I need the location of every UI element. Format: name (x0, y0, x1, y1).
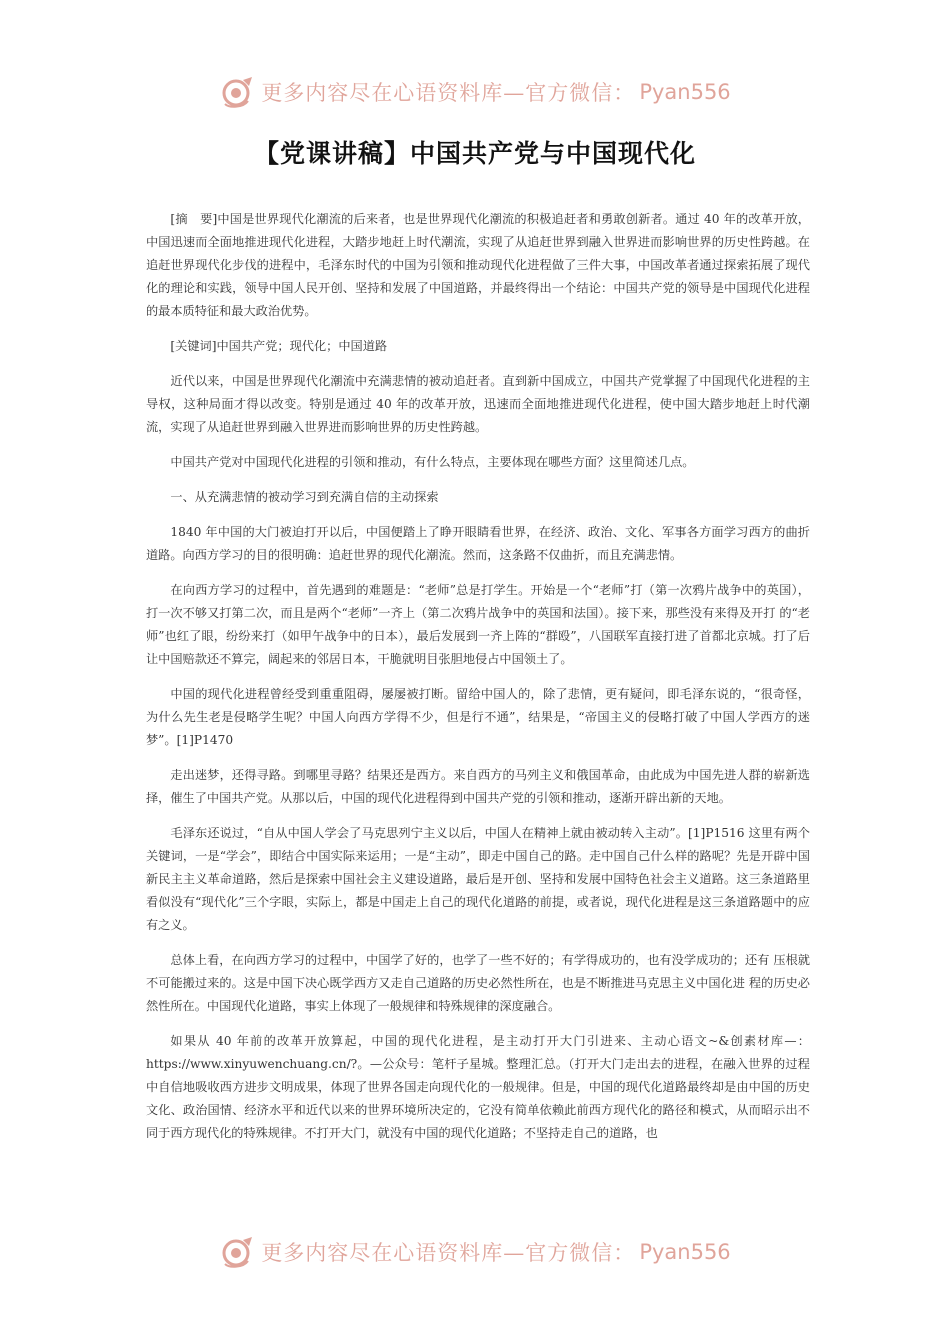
article-body (146, 208, 810, 1157)
body-paragraph: 中国共产党对中国现代化进程的引领和推动，有什么特点，主要体现在哪些方面？这里简述几点。 (170, 455, 695, 469)
abstract-paragraph: [摘 要]中国是世界现代化潮流的后来者，也是世界现代化潮流的积极追赶者和勇敢创新者。通过 40 年的改革开放， 中国迅速而全面地推进现代化进程，大踏步地赶上时代潮流，实现了从追赶世界到融入世界进而影响世界的历史性跨越。在追赶世界现代化步伐的进程中，毛泽东时代的中国为引领和推动现代化进程做了三件大事，中国改革者通过探索拓展了现代化的理论和实践，领导中国人民开创、坚持和发展了中国道路，并最终得出一个结论：中国共产党的领导是中国现代化进程的最本质特征和最大政治优势。 (146, 212, 810, 318)
banner-text: 更多内容尽在心语资料库—官方微信： (261, 1241, 636, 1265)
keywords-paragraph: [关键词]中国共产党；现代化；中国道路 (170, 339, 388, 353)
body-paragraph: 在向西方学习的过程中，首先遇到的难题是：“老师”总是打学生。开始是一个“老师”打（第一次鸦片战争中的英国），打一次不够又打第二次，而且是两个“老师”一齐上（第二次鸦片战争中的英国和法国）。接下来，那些没有来得及开打 的“老师”也红了眼，纷纷来打（如甲午战争中的日本），最后发展到一齐上阵的“群殴”，八国联军直接打进了首都北京城。打了后让中国赔款还不算完，阔起来的邻居日本，干脆就明目张胆地侵占中国领土了。 (146, 583, 810, 666)
body-paragraph: 1840 年中国的大门被迫打开以后，中国便踏上了睁开眼睛看世界，在经济、政治、文化、军事各方面学习西方的曲折道路。向西方学习的目的很明确：追赶世界的现代化潮流。然而，这条路不仅曲折，而且充满悲情。 (146, 525, 810, 562)
header-banner (0, 72, 950, 112)
body-paragraph: 走出迷梦，还得寻路。到哪里寻路？结果还是西方。来自西方的马列主义和俄国革命，由此成为中国先进人群的崭新选择，催生了中国共产党。从那以后，中国的现代化进程得到中国共产党的引领和推动，逐渐开辟出新的天地。 (146, 768, 810, 805)
body-paragraph: 总体上看，在向西方学习的过程中，中国学了好的，也学了一些不好的；有学得成功的，也有没学成功的；还有 压根就不可能搬过来的。这是中国下决心既学西方又走自己道路的历史必然性所在，也是不断推进马克思主义中国化进 程的历史必然性所在。中国现代化道路，事实上体现了一般规律和特殊规律的深度融合。 (146, 953, 810, 1013)
banner-text: 更多内容尽在心语资料库—官方微信： (261, 81, 636, 105)
body-paragraph: 毛泽东还说过，“自从中国人学会了马克思列宁主义以后，中国人在精神上就由被动转入主动”。[1]P1516 这里有两个关键词，一是“学会”，即结合中国实际来运用；一是“主动”，即走中国自己的路。走中国自己什么样的路呢？先是开辟中国新民主主义革命道路，然后是探索中国社会主义建设道路，最后是开创、坚持和发展中国特色社会主义道路。这三条道路里看似没有“现代化”三个字眼，实际上，都是中国走上自己的现代化道路的前提，或者说，现代化进程是这三条道路题中的应有之义。 (146, 826, 810, 932)
brand-logo-icon (219, 1234, 255, 1270)
body-paragraph: 如果从 40 年前的改革开放算起，中国的现代化进程，是主动打开大门引进来、主动心语文~&创素材库—：https://www.xinyuwenchuang.cn/?。—公众号：笔杆子星城。整理汇总。（打开大门走出去的进程，在融入世界的过程中自信地吸收西方进步文明成果，体现了世界各国走向现代化的一般规律。但是，中国的现代化道路最终却是由中国的历史文化、政治国情、经济水平和近代以来的世界环境所决定的，它没有简单依赖此前西方现代化的路径和模式，从而昭示出不同于西方现代化的特殊规律。不打开大门，就没有中国的现代化道路；不坚持走自己的道路，也 (146, 1034, 810, 1140)
page-title: 【党课讲稿】中国共产党与中国现代化 (253, 139, 696, 168)
body-paragraph: 近代以来，中国是世界现代化潮流中充满悲情的被动追赶者。直到新中国成立，中国共产党掌握了中国现代化进程的主导权，这种局面才得以改变。特别是通过 40 年的改革开放，迅速而全面地推进现代化进程，使中国大踏步地赶上时代潮流，实现了从追赶世界到融入世界进而影响世界的历史性跨越。 (146, 374, 810, 434)
brand-logo-icon (219, 74, 255, 110)
footer-banner (0, 1232, 950, 1272)
banner-wechat-id: Pyan556 (639, 1240, 731, 1264)
body-paragraph: 中国的现代化进程曾经受到重重阻碍，屡屡被打断。留给中国人的，除了悲情，更有疑问，即毛泽东说的，“很奇怪，为什么先生老是侵略学生呢？中国人向西方学得不少，但是行不通”，结果是，“帝国主义的侵略打破了中国人学西方的迷梦”。[1]P1470 (146, 687, 810, 747)
banner-wechat-id: Pyan556 (639, 80, 731, 104)
section-heading: 一、从充满悲情的被动学习到充满自信的主动探索 (170, 490, 439, 504)
